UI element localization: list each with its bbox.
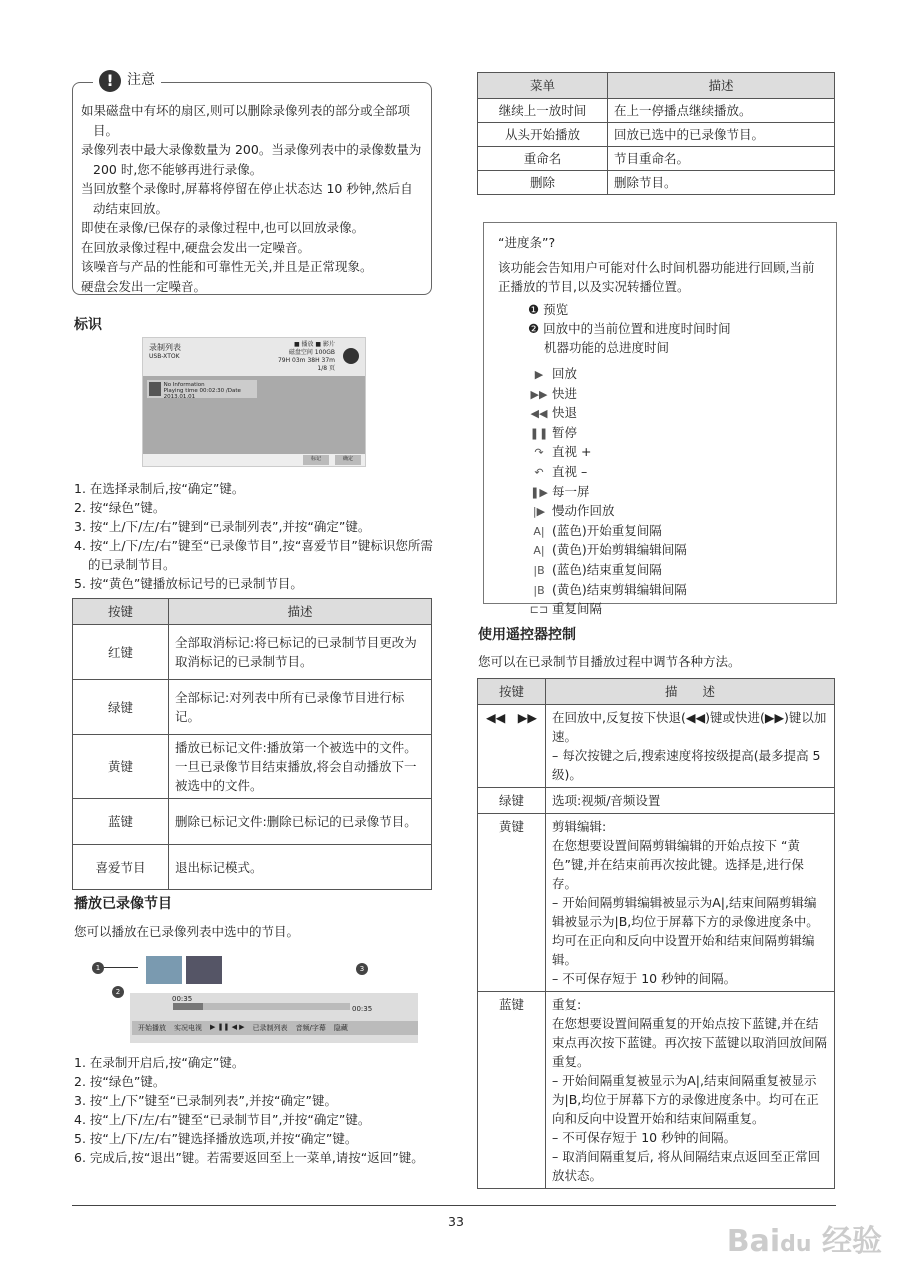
- note-item: 当回放整个录像时,屏幕将停留在停止状态达 10 秒钟,然后自动结束回放。: [81, 181, 413, 216]
- desc-line: 在您想要设置间隔重复的开始点按下蓝键,并在结束点再次按下蓝键。再次按下蓝键以取消回放间隔重复。: [552, 1016, 828, 1069]
- legend-item: [474, 443, 822, 463]
- legend-item: [474, 365, 822, 385]
- table-row: [478, 705, 835, 788]
- legend-icon: ▶: [534, 368, 544, 381]
- legend-icon: A|: [533, 524, 545, 538]
- menu-cell: 删除: [478, 171, 608, 195]
- note-list: [81, 101, 423, 296]
- hide-button[interactable]: 隐藏: [333, 1024, 348, 1032]
- th-menu: 菜单: [478, 73, 608, 99]
- box-title: “进度条”?: [498, 235, 556, 250]
- legend-icon: ◀◀: [530, 407, 548, 421]
- recorded-list-screenshot: [142, 337, 366, 467]
- disk-usage-pie: [343, 348, 359, 364]
- callout-1: 1: [92, 962, 104, 974]
- key-cell: 绿键: [478, 788, 546, 814]
- key-cell: 蓝键: [478, 992, 546, 1189]
- legend-label: (黄色)结束剪辑编辑间隔: [552, 581, 687, 597]
- menu-cell: 重命名: [478, 147, 608, 171]
- screen-legend: ■ 播放 ■ 影片: [293, 341, 335, 348]
- start-play-button[interactable]: 开始播放: [138, 1024, 166, 1032]
- step: 3. 按“上/下”键至“已录制列表”,并按“确定”键。: [74, 1093, 337, 1108]
- desc-line: – 开始间隔剪辑编辑被显示为A|,结束间隔剪辑编辑被显示为|B,均位于屏幕下方的录像进度条中。均可在正向和反向中设置开始和结束间隔剪辑编辑。: [552, 895, 819, 967]
- table-row: [478, 814, 835, 992]
- key-cell: 绿键: [73, 680, 169, 735]
- th-key: 按键: [73, 599, 169, 625]
- table-row: [73, 735, 432, 799]
- progress-bar-info-box: [483, 222, 837, 617]
- note-item: 即使在录像/已保存的录像过程中,也可以回放录像。: [81, 220, 365, 235]
- note-item: 该噪音与产品的性能和可靠性无关,并且是正常现象。: [81, 259, 373, 274]
- screen-free: 磁盘空间 100GB: [288, 349, 335, 356]
- desc-cell: 全部标记:对列表中所有已录像节目进行标记。: [169, 680, 432, 735]
- desc-cell: 节目重命名。: [608, 147, 835, 171]
- legend-item: [474, 561, 822, 581]
- menu-cell: 从头开始播放: [478, 123, 608, 147]
- table-row: [73, 845, 432, 890]
- note-title-text: 注意: [127, 72, 155, 89]
- desc-line: – 每次按键之后,搜索速度将按级提高(最多提高 5 级)。: [552, 748, 821, 782]
- preview-thumb-2: [186, 956, 222, 984]
- legend-item: [474, 541, 822, 561]
- mark-key-table: [72, 598, 432, 890]
- mark-steps: [74, 479, 434, 593]
- icon-legend: [474, 365, 822, 620]
- table-row: [478, 99, 835, 123]
- desc-line: – 取消间隔重复后, 将从间隔结束点返回至正常回放状态。: [552, 1149, 821, 1183]
- note-title: [93, 70, 161, 92]
- legend-icon: ▶▶: [530, 387, 548, 401]
- caution-note: [72, 71, 432, 295]
- legend-icon: |B: [533, 583, 545, 597]
- legend-icon: A|: [533, 544, 545, 558]
- remote-intro: 您可以在已录制节目播放过程中调节各种方法。: [478, 654, 741, 669]
- th-remote-desc: 描 述: [546, 679, 835, 705]
- callout-3: 3: [356, 963, 368, 975]
- legend-icon: ⊏⊐: [529, 603, 549, 617]
- step: 2. 按“绿色”键。: [74, 1074, 166, 1089]
- screen-time1: 79H 03m: [277, 357, 306, 364]
- time-start: 00:35: [172, 995, 193, 1003]
- footer-rule: [72, 1205, 836, 1206]
- legend-icon: ❚❚: [529, 426, 549, 440]
- numbered-2: ❷ 回放中的当前位置和进度时间时间: [528, 321, 731, 336]
- menu-table: [477, 72, 835, 195]
- legend-item: [474, 483, 822, 503]
- step: 3. 按“上/下/左/右”键到“已录制列表”,并按“确定”键。: [74, 519, 371, 534]
- desc-cell: [546, 705, 835, 788]
- mark-heading: 标识: [74, 317, 102, 333]
- key-cell: 黄键: [478, 814, 546, 992]
- step: 6. 完成后,按“退出”键。若需要返回至上一菜单,请按“返回”键。: [74, 1150, 424, 1165]
- box-desc: 该功能会告知用户可能对什么时间机器功能进行回顾,当前正播放的节目,以及实况转播位置。: [498, 260, 815, 294]
- menu-cell: 继续上一放时间: [478, 99, 608, 123]
- time-end: 00:35: [352, 1005, 373, 1013]
- th-menu-desc: 描述: [608, 73, 835, 99]
- legend-item: [474, 463, 822, 483]
- remote-table: [477, 678, 835, 1189]
- thumbnail: [149, 382, 161, 396]
- play-heading: 播放已录像节目: [74, 896, 172, 912]
- th-remote-key: 按键: [478, 679, 546, 705]
- th-desc: 描述: [169, 599, 432, 625]
- table-row: [478, 992, 835, 1189]
- legend-label: 暂停: [552, 424, 578, 440]
- screen-title: 录制列表: [149, 343, 181, 352]
- remote-heading: 使用遥控器控制: [478, 627, 576, 643]
- desc-cell: 退出标记模式。: [169, 845, 432, 890]
- page-number: 33: [448, 1214, 464, 1229]
- step: 4. 按“上/下/左/右”键至“已录制节目”,并按“确定”键。: [74, 1112, 371, 1127]
- legend-item: [474, 600, 822, 620]
- legend-icon: ❚▶: [530, 485, 548, 499]
- callout-2: 2: [112, 986, 124, 998]
- mark-button[interactable]: 标记: [303, 455, 329, 465]
- legend-item: [474, 385, 822, 405]
- step: 5. 按“黄色”键播放标记号的已录制节目。: [74, 576, 303, 591]
- table-row: [478, 147, 835, 171]
- key-cell: ◀◀ ▶▶: [478, 705, 546, 788]
- table-row: [73, 680, 432, 735]
- legend-icon: ↶: [534, 465, 544, 479]
- desc-line: 选项:视频/音频设置: [552, 793, 661, 808]
- screen-time2: 38H 37m: [307, 357, 335, 364]
- numbered-1: ❶ 预览: [528, 302, 569, 317]
- step: 1. 在录制开启后,按“确定”键。: [74, 1055, 245, 1070]
- table-row: [478, 171, 835, 195]
- desc-cell: [546, 814, 835, 992]
- desc-line: – 不可保存短于 10 秒钟的间隔。: [552, 971, 737, 986]
- legend-label: (蓝色)结束重复间隔: [552, 561, 662, 577]
- legend-label: 慢动作回放: [552, 503, 615, 519]
- desc-line: 剪辑编辑:: [552, 819, 607, 834]
- preview-thumb-1: [146, 956, 182, 984]
- exclamation-icon: !: [99, 70, 121, 92]
- recording-item[interactable]: [147, 380, 257, 398]
- note-item: 在回放录像过程中,硬盘会发出一定噪音。: [81, 239, 310, 255]
- legend-label: (黄色)开始剪辑编辑间隔: [552, 542, 687, 558]
- legend-label: 重复间隔: [552, 601, 603, 617]
- legend-item: [474, 424, 822, 444]
- table-row: [478, 123, 835, 147]
- legend-label: 快退: [552, 405, 578, 421]
- legend-label: 直视 +: [552, 444, 592, 460]
- play-steps: [74, 1053, 444, 1167]
- desc-cell: 删除节目。: [608, 171, 835, 195]
- legend-item: [474, 581, 822, 601]
- screen-device: USB-XTOK: [149, 353, 180, 360]
- desc-cell: [546, 992, 835, 1189]
- watermark-logo: Baidu 经验: [726, 1224, 882, 1259]
- key-cell: 蓝键: [73, 799, 169, 845]
- desc-line: 重复:: [552, 997, 582, 1012]
- progress-track[interactable]: [173, 1003, 350, 1010]
- item-detail: Playing time 00:02:30 /Date 2013.01.01: [163, 388, 241, 400]
- screen-count: 1/8 页: [317, 365, 335, 372]
- key-cell: 红键: [73, 625, 169, 680]
- live-tv-button[interactable]: 实况电视: [174, 1024, 202, 1032]
- desc-line: 在您想要设置间隔剪辑编辑的开始点按下 “黄色”键,并在结束前再次按此键。选择是,进行保存。: [552, 838, 804, 891]
- legend-label: 每一屏: [552, 483, 590, 499]
- desc-line: 在回放中,反复按下快退(◀◀)键或快进(▶▶)键以加速。: [552, 710, 827, 744]
- desc-cell: 在上一停播点继续播放。: [608, 99, 835, 123]
- item-title: No Information: [163, 382, 205, 388]
- step: 1. 在选择录制后,按“确定”键。: [74, 481, 245, 496]
- step: 2. 按“绿色”键。: [74, 500, 166, 515]
- play-intro: 您可以播放在已录像列表中选中的节目。: [74, 924, 300, 939]
- legend-icon: |B: [533, 563, 545, 577]
- table-row: [73, 625, 432, 680]
- desc-cell: 回放已选中的已录像节目。: [608, 123, 835, 147]
- note-item: 硬盘会发出一定噪音。: [81, 278, 207, 294]
- desc-cell: 播放已标记文件:播放第一个被选中的文件。一旦已录像节目结束播放,将会自动播放下一被选中的文件。: [169, 735, 432, 799]
- step: 5. 按“上/下/左/右”键选择播放选项,并按“确定”键。: [74, 1131, 358, 1146]
- note-item: 录像列表中最大录像数量为 200。当录像列表中的录像数量为 200 时,您不能够再进行录像。: [81, 142, 422, 177]
- desc-cell: 全部取消标记:将已标记的已录制节目更改为取消标记的已录制节目。: [169, 625, 432, 680]
- key-cell: 喜爱节目: [73, 845, 169, 890]
- legend-label: 回放: [552, 366, 578, 381]
- legend-icon: |▶: [532, 505, 546, 519]
- audio-subtitle-button[interactable]: 音频/字幕: [295, 1024, 326, 1032]
- table-row: [478, 788, 835, 814]
- numbered-2-cont: 机器功能的总进度时间: [544, 340, 670, 355]
- legend-item: [474, 502, 822, 522]
- legend-item: [474, 522, 822, 542]
- legend-icon: ↷: [534, 446, 544, 460]
- desc-cell: [546, 788, 835, 814]
- recorded-list-button[interactable]: 已录制列表: [252, 1024, 288, 1032]
- legend-item: [474, 404, 822, 424]
- legend-label: 快进: [552, 385, 578, 401]
- table-row: [73, 799, 432, 845]
- transport-icons[interactable]: ▶ ❚❚ ◀ ▶: [210, 1023, 245, 1031]
- note-item: 如果磁盘中有坏的扇区,则可以删除录像列表的部分或全部项目。: [81, 103, 410, 138]
- step: 4. 按“上/下/左/右”键至“已录像节目”,按“喜爱节目”键标识您所需的已录制节目。: [74, 538, 433, 572]
- key-cell: 黄键: [73, 735, 169, 799]
- desc-line: – 不可保存短于 10 秒钟的间隔。: [552, 1130, 737, 1145]
- legend-label: (蓝色)开始重复间隔: [552, 522, 662, 538]
- legend-label: 直视 –: [552, 463, 588, 479]
- progress-bar-figure: [90, 950, 420, 1045]
- desc-line: – 开始间隔重复被显示为A|,结束间隔重复被显示为|B,均位于屏幕下方的录像进度条中。均可在正向和反向中设置开始和结束间隔重复。: [552, 1073, 819, 1126]
- ok-button[interactable]: 确定: [335, 455, 361, 465]
- desc-cell: 删除已标记文件:删除已标记的已录像节目。: [169, 799, 432, 845]
